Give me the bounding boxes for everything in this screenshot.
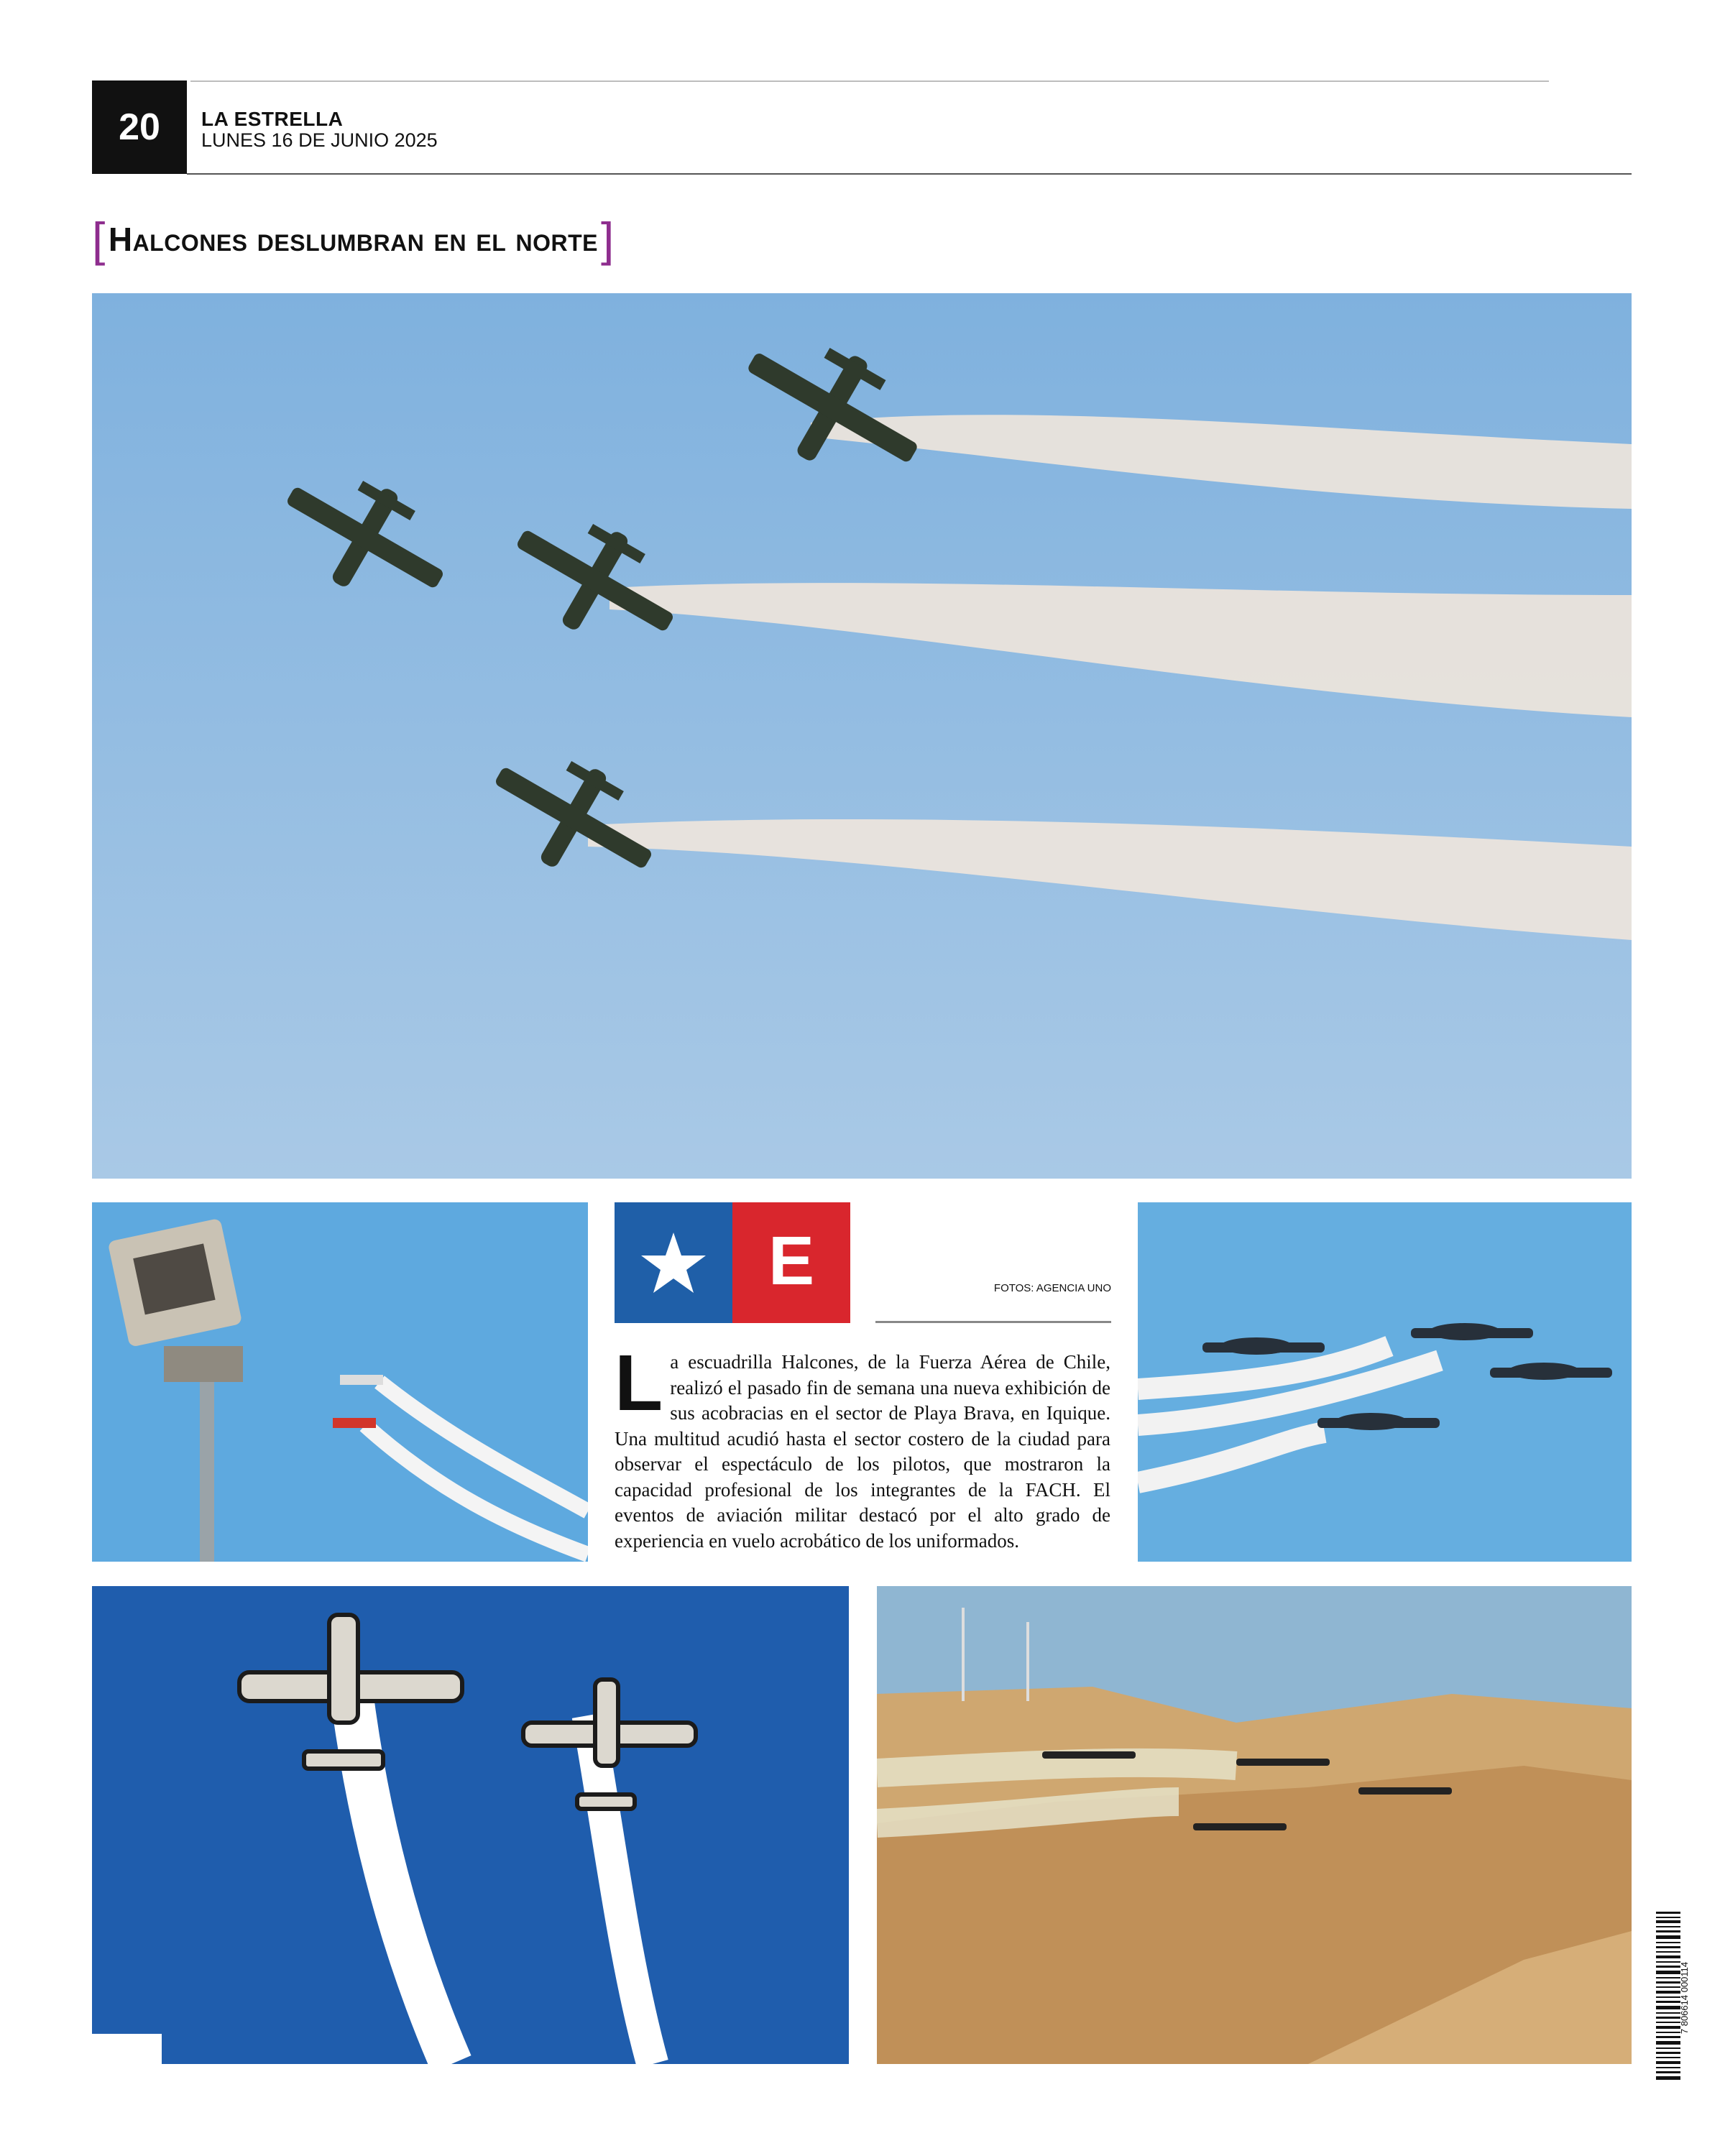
article-body — [615, 1339, 1110, 1554]
barcode — [1655, 1912, 1690, 2084]
section-logo — [615, 1202, 850, 1323]
publication-date: LUNES 16 DE JUNIO 2025 — [201, 129, 438, 151]
photo-two-planes-vertical — [92, 1586, 849, 2064]
header-top-rule — [190, 80, 1549, 82]
main-photo — [92, 293, 1632, 1179]
logo-letter: E — [768, 1222, 815, 1299]
article-text: a escuadrilla Halcones, de la Fuerza Aérea de Chile, realizó el pasado fin de semana una nueva exhibición de sus acobracias en el sector de Playa Brava, en Iquique. Una multitud acudió hasta el sector costero de la ciudad para observar el espectáculo de los pilotos, que mostraron la capacidad profesional de los integrantes de la FACH. El eventos de aviación militar destacó por el alto grado de experiencia en vuelo acrobático de los uniformados. — [615, 1351, 1110, 1552]
page-number: 20 — [92, 80, 187, 174]
photo-lamp-post — [92, 1202, 588, 1562]
header-bottom-rule — [187, 173, 1632, 175]
corner-mask — [92, 2034, 162, 2066]
photo-credit: FOTOS: AGENCIA UNO — [993, 1282, 1111, 1294]
photo-four-planes-smoke — [1138, 1202, 1632, 1562]
publication-name: LA ESTRELLA — [201, 108, 344, 130]
credit-rule — [875, 1321, 1111, 1323]
barcode-digits: 7 806614 000114 — [1679, 1961, 1690, 2035]
photo-planes-over-hills — [877, 1586, 1632, 2064]
bracket-open: [ — [92, 213, 106, 266]
drop-cap: L — [615, 1339, 663, 1427]
section-title-text: Halcones deslumbran en el norte — [108, 221, 599, 258]
bracket-close: ] — [601, 213, 615, 266]
section-title — [92, 213, 615, 266]
